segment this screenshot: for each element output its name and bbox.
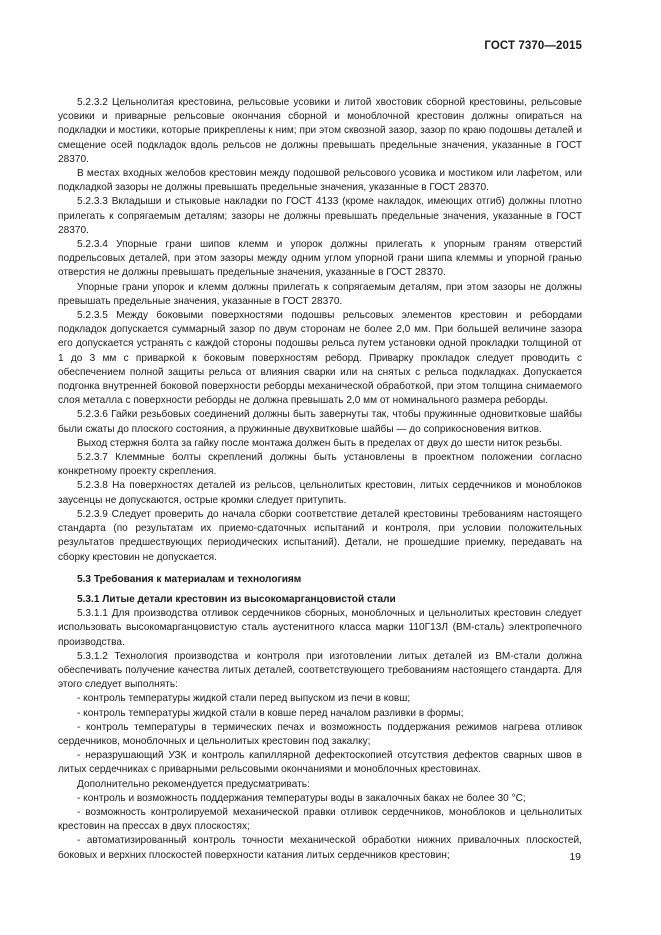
list-item: - возможность контролируемой механической правки отливок сердечников, моноблоков и цельнолитых крестовин на прессах в двух плоскостях; xyxy=(58,806,582,833)
list-item: - контроль температуры в термических печах и возможность поддержания режимов нагрева отливок сердечников, моноблочных и цельнолитых крестовин под закалку; xyxy=(58,721,582,747)
subsection-heading: 5.3.1 Литые детали крестовин из высокомарганцовистой стали xyxy=(77,593,396,605)
paragraph: 5.2.3.9 Следует проверить до начала сборки соответствие деталей крестовины требованиям настоящего стандарта (по результатам их приемо-сдаточных испытаний и контроля, при условии положительных результатов предшествующих периодических испытаний). Детали, не прошедшие приемку, передавать на сборку крестовин не допускается. xyxy=(58,508,582,563)
paragraph: Упорные грани упорок и клемм должны прилегать к сопрягаемым деталям, при этом зазоры не должны превышать предельные значения, указанные в ГОСТ 28370. xyxy=(58,281,582,307)
page-body xyxy=(58,96,582,863)
list-item: - неразрушающий УЗК и контроль капиллярной дефектоскопией отсутствия дефектов сварных швов в литых сердечниках с приварными рельсовыми окончаниями и моноблочных крестовинах. xyxy=(58,750,582,776)
page-number: 19 xyxy=(569,851,581,863)
section-heading: 5.3 Требования к материалам и технологиям xyxy=(77,573,302,585)
paragraph: Выход стержня болта за гайку после монтажа должен быть в пределах от двух до шести ниток резьбы. xyxy=(77,437,563,449)
paragraph: 5.2.3.3 Вкладыши и стыковые накладки по ГОСТ 4133 (кроме накладок, имеющих отгиб) должны плотно прилегать к сопрягаемым деталям; зазоры не должны превышать предельные значения, указанные в ГОСТ 28370. xyxy=(58,196,582,236)
paragraph: 5.2.3.5 Между боковыми поверхностями подошвы рельсовых элементов крестовин и ребордами подкладок допускается суммарный зазор по двум сторонам не более 2,0 мм. При большей величине зазора его допускается устранять с каждой стороны подошвы рельса путем установки одной прокладки толщиной от 1 до 3 мм с приваркой к боковым поверхностям реборд. Приварку прокладок следует проводить с обеспечением полной защиты рельса от влияния сварки или на снятых с рельса подкладках. Допускается подгонка внутренней боковой поверхности реборды механической обработкой, при этом толщина снимаемого слоя металла с поверхности реборды не должна превышать 2,0 мм от номинального размера реборды. xyxy=(58,310,582,407)
list-item: - контроль температуры жидкой стали перед выпуском из печи в ковш; xyxy=(77,693,411,705)
paragraph: 5.3.1.1 Для производства отливок сердечников сборных, моноблочных и цельнолитых крестовин следует использовать высокомарганцовистую сталь аустенитного класса марки 110Г13Л (ВМ-сталь) электропечного производства. xyxy=(58,608,582,648)
paragraph: В местах входных желобов крестовин между подошвой рельсового усовика и мостиком или лафетом, или подкладкой зазоры не должны превышать предельные значения, указанные в ГОСТ 28370. xyxy=(58,168,582,194)
paragraph: 5.2.3.7 Клеммные болты скреплений должны быть установлены в проектном положении согласно конкретному проекту скрепления. xyxy=(58,452,582,478)
paragraph: 5.2.3.2 Цельнолитая крестовина, рельсовые усовики и литой хвостовик сборной крестовины, рельсовые усовики и приварные рельсовые окончания сборной и моноблочной крестовин должны опираться на подкладки и мостики, которые прикреплены к ним; при этом сквозной зазор, зазор по краю подошвы деталей и смещение осей подкладок вдоль рельсов не должны превышать предельные значения, указанные в ГОСТ 28370. xyxy=(58,97,582,165)
paragraph: 5.2.3.8 На поверхностях деталей из рельсов, цельнолитых крестовин, литых сердечников и моноблоков заусенцы не допускаются, острые кромки следует притупить. xyxy=(58,480,582,506)
document-header: ГОСТ 7370—2015 xyxy=(484,40,582,52)
paragraph: 5.3.1.2 Технология производства и контроля при изготовлении литых деталей из ВМ-стали должна обеспечивать получение качества литых деталей, соответствующего требованиям настоящего стандарта. Для этого следует выполнять: xyxy=(58,650,582,691)
list-item: - автоматизированный контроль точности механической обработки нижних привалочных плоскостей, боковых и верхних плоскостей поверхности катания литых сердечников крестовин; xyxy=(58,835,582,861)
paragraph: 5.2.3.6 Гайки резьбовых соединений должны быть завернуты так, чтобы пружинные одновитковые шайбы были сжаты до плоского состояния, а пружинные двухвитковые шайбы — до соприкосновения витков. xyxy=(58,409,582,435)
paragraph: 5.2.3.4 Упорные грани шипов клемм и упорок должны прилегать к упорным граням отверстий подрельсовых деталей, при этом зазоры между одним углом упорной грани шипа клеммы и упорной гранью отверстия не должны превышать предельные значения, указанные в ГОСТ 28370. xyxy=(58,239,582,279)
list-item: - контроль температуры жидкой стали в ковше перед началом разливки в формы; xyxy=(77,707,464,719)
list-item: - контроль и возможность поддержания температуры воды в закалочных баках не более 30 °С; xyxy=(77,792,526,804)
paragraph: Дополнительно рекомендуется предусматривать: xyxy=(77,778,310,790)
